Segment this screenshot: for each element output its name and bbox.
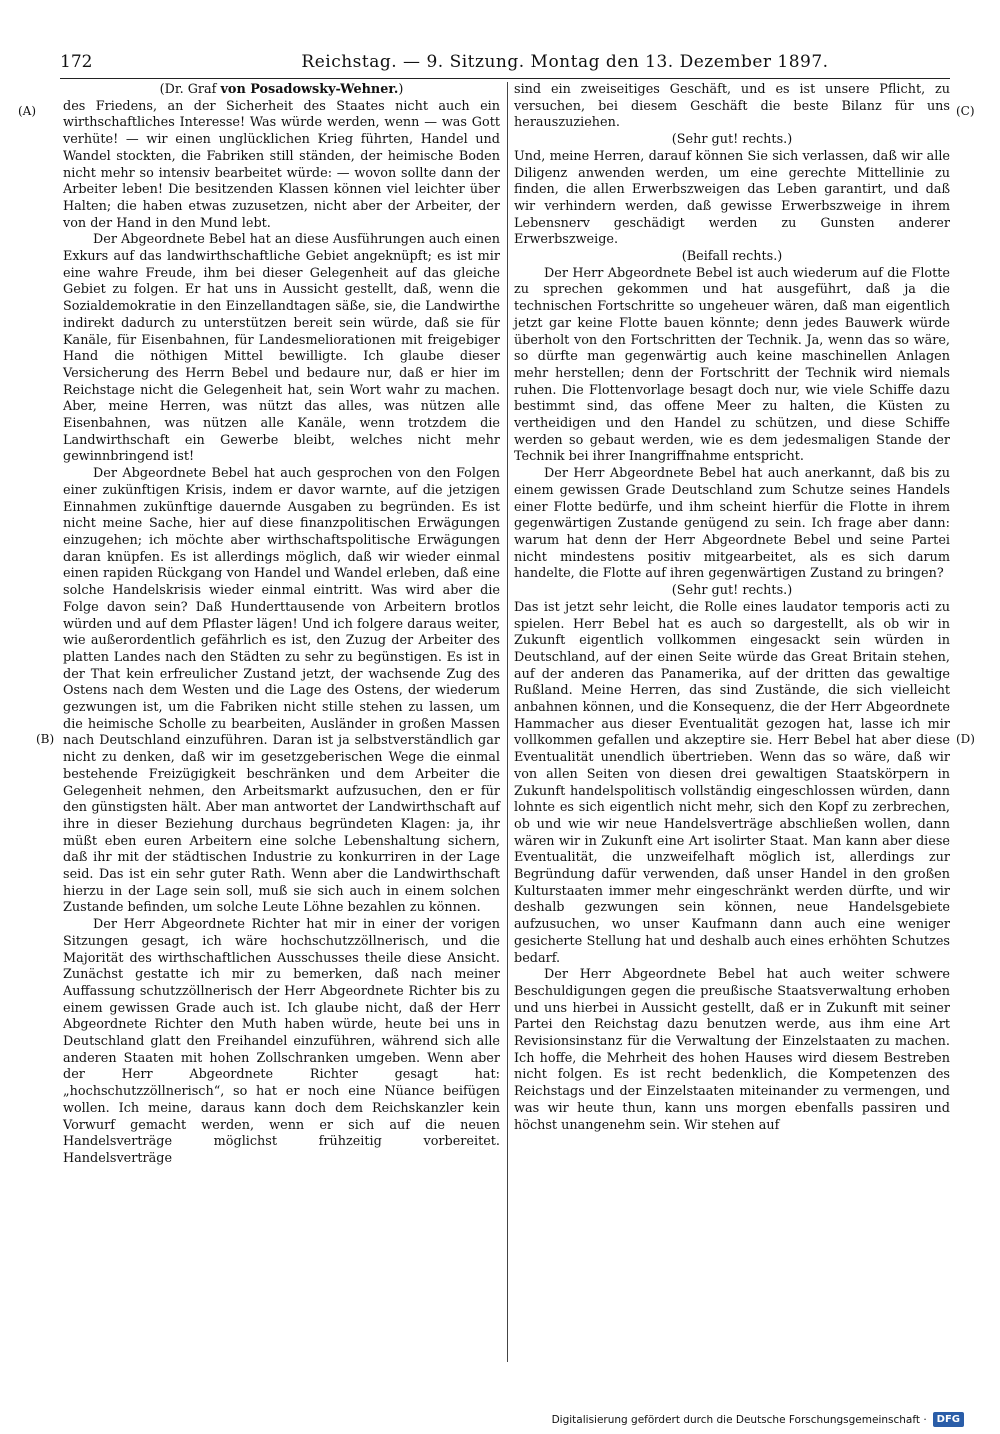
- interjection: (Sehr gut! rechts.): [671, 132, 793, 148]
- credit-text: Digitalisierung gefördert durch die Deutsche Forschungsgemeinschaft ·: [551, 1413, 927, 1426]
- page-header: [60, 52, 950, 76]
- margin-marker-d: (D): [956, 732, 975, 746]
- speaker-name: von Posadowsky-Wehner.: [220, 82, 399, 97]
- interjection: (Sehr gut! rechts.): [671, 583, 793, 599]
- dfg-logo: DFG: [933, 1412, 964, 1427]
- speaker-suffix: ): [398, 82, 404, 97]
- interjection: (Beifall rechts.): [681, 249, 783, 265]
- running-title: Reichstag. — 9. Sitzung. Montag den 13. Dezember 1897.: [301, 52, 829, 72]
- paragraph: Der Herr Abgeordnete Bebel hat auch anerkannt, daß bis zu einem gewissen Grade Deutschland zum Schutze seines Handels einer Flotte bedürfe, und ihm scheint hierfür die Flotte in ihrem gegenwärtigen Zustande genügend zu sein. Ich frage aber dann: warum hat denn der Herr Abgeordnete Bebel und seine Partei nicht mindestens positiv mitgearbeitet, als es sich darum handelte, die Flotte auf ihren gegenwärtigen Zustand zu bringen?: [514, 466, 950, 582]
- paragraph: sind ein zweiseitiges Geschäft, und es ist unsere Pflicht, zu versuchen, bei diesem Geschäft die beste Bilanz für uns herauszuziehen.: [514, 82, 950, 131]
- paragraph: Der Herr Abgeordnete Richter hat mir in einer der vorigen Sitzungen gesagt, ich wäre hochschutzzöllnerisch, und die Majorität des wirthschaftlichen Ausschusses theile diese Ansicht. Zunächst gestatte ich mir zu bemerken, daß nach meiner Auffassung schutzzöllnerisch der Herr Abgeordnete Richter bis zu einem gewissen Grade auch ist. Ich glaube nicht, daß der Herr Abgeordnete Richter den Muth haben würde, heute bei uns in Deutschland glatt den Freihandel einzuführen, während sich alle anderen Staaten mit hohen Zollschranken umgeben. Wenn aber der Herr Abgeordnete Richter gesagt hat: „hochschutzzöllnerisch“, so hat er noch eine Nüance beifügen wollen. Ich meine, daraus kann doch dem Reichskanzler kein Vorwurf gemacht werden, wenn er sich auf die neuen Handelsverträge möglichst frühzeitig vorbereitet. Handelsverträge: [63, 917, 500, 1166]
- margin-marker-c: (C): [956, 104, 975, 118]
- digitization-credit: [552, 1412, 964, 1427]
- margin-marker-b: (B): [36, 732, 55, 746]
- paragraph: Der Abgeordnete Bebel hat auch gesprochen von den Folgen einer zukünftigen Krisis, indem er davor warnte, auf die jetzigen Einnahmen zukünftige dauernde Ausgaben zu begründen. Es ist nicht meine Sache, hier auf diese finanzpolitischen Erwägungen einzugehen; ich möchte aber wirthschaftspolitische Erwägungen daran knüpfen. Es ist allerdings möglich, daß wir wieder einmal einen rapiden Rückgang von Handel und Wandel erleben, daß eine solche Handelskrisis wieder einmal eintritt. Was wird aber die Folge davon sein? Daß Hunderttausende von Arbeitern brotlos würden und auf dem Pflaster lägen! Und ich folgere daraus weiter, wie außerordentlich gefährlich es ist, den Zuzug der Arbeiter des platten Landes nach den Städten zu sehr zu begünstigen. Es ist in der That kein erfreulicher Zustand jetzt, der wachsende Zug des Ostens nach dem Westen und die Lage des Ostens, der wiederum gezwungen ist, um die Fabriken nicht stille stehen zu lassen, um die heimische Scholle zu bearbeiten, Ausländer in großen Massen nach Deutschland einzuführen. Daran ist ja selbstverständlich gar nicht zu denken, daß wir im gesetzgeberischen Wege die einmal bestehende Freizügigkeit beschränken und dem Arbeiter die Gelegenheit nehmen, den Arbeitsmarkt aufzusuchen, den er für den günstigsten hält. Aber man antwortet der Landwirthschaft auf ihre in dieser Beziehung durchaus begründeten Klagen: ja, ihr müßt eben euren Arbeitern eine solche Lebenshaltung sichern, daß ihr mit der städtischen Industrie zu konkurriren in der Lage seid. Das ist ein sehr guter Rath. Wenn aber die Landwirthschaft hierzu in der Lage sein soll, muß sie sich auch in einem solchen Zustande befinden, um solche Leute Löhne bezahlen zu können.: [63, 466, 500, 916]
- paragraph: Und, meine Herren, darauf können Sie sich verlassen, daß wir alle Diligenz anwenden werden, um eine gerechte Mittellinie zu finden, die allen Erwerbszweigen das Leben garantirt, und daß wir verhindern werden, daß gewisse Erwerbszweige in ihrem Lebensnerv geschädigt werden zu Gunsten anderer Erwerbszweige.: [514, 148, 950, 248]
- left-column: [63, 82, 500, 1168]
- speaker-line: [63, 82, 500, 99]
- right-column: [514, 82, 950, 1134]
- paragraph: des Friedens, an der Sicherheit des Staates nicht auch ein wirthschaftliches Interesse! Was würde werden, wenn — was Gott verhüte! — wir einen unglücklichen Krieg führten, Handel und Wandel stockten, die Fabriken still ständen, der heimische Boden nicht mehr so intensiv bearbeitet würde: — wovon sollte dann der Arbeiter leben! Die besitzenden Klassen können viel leichter über Halten; die haben etwas zuzusetzen, nicht aber der Arbeiter, der von der Hand in den Mund lebt.: [63, 98, 500, 231]
- column-divider: [507, 82, 508, 1362]
- speaker-prefix: (Dr. Graf: [159, 82, 221, 97]
- paragraph: Der Herr Abgeordnete Bebel hat auch weiter schwere Beschuldigungen gegen die preußische Staatsverwaltung erhoben und uns hierbei in Aussicht gestellt, daß er in Zukunft mit seiner Partei den Reichstag dazu benutzen werde, aus ihm eine Art Revisionsinstanz für die Verwaltung der Einzelstaaten zu machen. Ich hoffe, die Mehrheit des hohen Hauses wird diesem Bestreben nicht folgen. Es ist recht bedenklich, die Kompetenzen des Reichstags und der Einzelstaaten miteinander zu vermengen, und was wir heute thun, kann uns morgen ebenfalls passiren und höchst unangenehm sein. Wir stehen auf: [514, 967, 950, 1133]
- paragraph: Der Abgeordnete Bebel hat an diese Ausführungen auch einen Exkurs auf das landwirthschaftliche Gebiet angeknüpft; es ist mir eine wahre Freude, ihm bei dieser Gelegenheit auf das gleiche Gebiet zu folgen. Er hat uns in Aussicht gestellt, daß, wenn die Sozialdemokratie in den Einzellandtagen säße, sie, die Landwirthe indirekt dadurch zu unterstützen bereit sein würde, daß sie für Kanäle, für Eisenbahnen, für Landesmeliorationen mit freigebiger Hand die nöthigen Mittel bewilligte. Ich glaube dieser Versicherung des Herrn Bebel und bedaure nur, daß er hier im Reichstage nicht die Gelegenheit hat, sein Wort wahr zu machen. Aber, meine Herren, was nützt das alles, was nützen alle Eisenbahnen, was nützen alle Kanäle, wenn trotzdem die Landwirthschaft ein Gewerbe bleibt, welches nicht mehr gewinnbringend ist!: [63, 232, 500, 465]
- paragraph: Das ist jetzt sehr leicht, die Rolle eines laudator temporis acti zu spielen. Herr Bebel hat es auch so dargestellt, als ob wir in Zukunft eigentlich vollkommen eingesackt sein würden in Deutschland, auf der einen Seite würde das Great Britain stehen, auf der anderen das Panamerika, auf der dritten das gewaltige Rußland. Meine Herren, das sind Zustände, die sich vielleicht anbahnen können, und die Konsequenz, die der Herr Abgeordnete Hammacher aus dieser Eventualität gezogen hat, lasse ich mir vollkommen gefallen und akzeptire sie. Herr Bebel hat aber diese Eventualität unendlich übertrieben. Wenn das so wäre, daß wir von allen Seiten von diesen drei gewaltigen Staatskörpern in Zukunft handelspolitisch vollständig eingeschlossen würden, dann lohnte es sich eigentlich nicht mehr, sich den Kopf zu zerbrechen, ob und wie wir neue Handelsverträge abschließen wollen, dann wären wir in Zukunft eine Art isolirter Staat. Man kann aber diese Eventualität, die unzweifelhaft möglich ist, allerdings zur Begründung dafür verwenden, daß unser Handel in den großen Kulturstaaten immer mehr eingeschränkt werden dürfte, und wir deshalb gezwungen sein können, neue Handelsgebiete aufzusuchen, wo unser Kaufmann dann auch eine weniger gesicherte Stellung hat und deshalb auch eines erhöhten Schutzes bedarf.: [514, 599, 950, 966]
- margin-marker-a: (A): [18, 104, 37, 118]
- paragraph: Der Herr Abgeordnete Bebel ist auch wiederum auf die Flotte zu sprechen gekommen und hat ausgeführt, daß ja die technischen Fortschritte so ungeheuer wären, daß man eigentlich jetzt gar keine Flotte bauen könnte; denn jedes Bauwerk würde überholt von den Fortschritten der Technik. Ja, wenn das so wäre, so dürfte man gegenwärtig auch keine maschinellen Anlagen mehr herstellen; denn der Fortschritt der Technik wird niemals ruhen. Die Flottenvorlage besagt doch nur, wie viele Schiffe dazu bestimmt sind, das offene Meer zu halten, die Küsten zu vertheidigen und den Handel zu schützen, und diese Schiffe werden so gebaut werden, wie es dem jedesmaligen Stande der Technik bei ihrer Inangriffnahme entspricht.: [514, 265, 950, 465]
- header-rule: [60, 78, 950, 79]
- page-number: 172: [60, 52, 93, 72]
